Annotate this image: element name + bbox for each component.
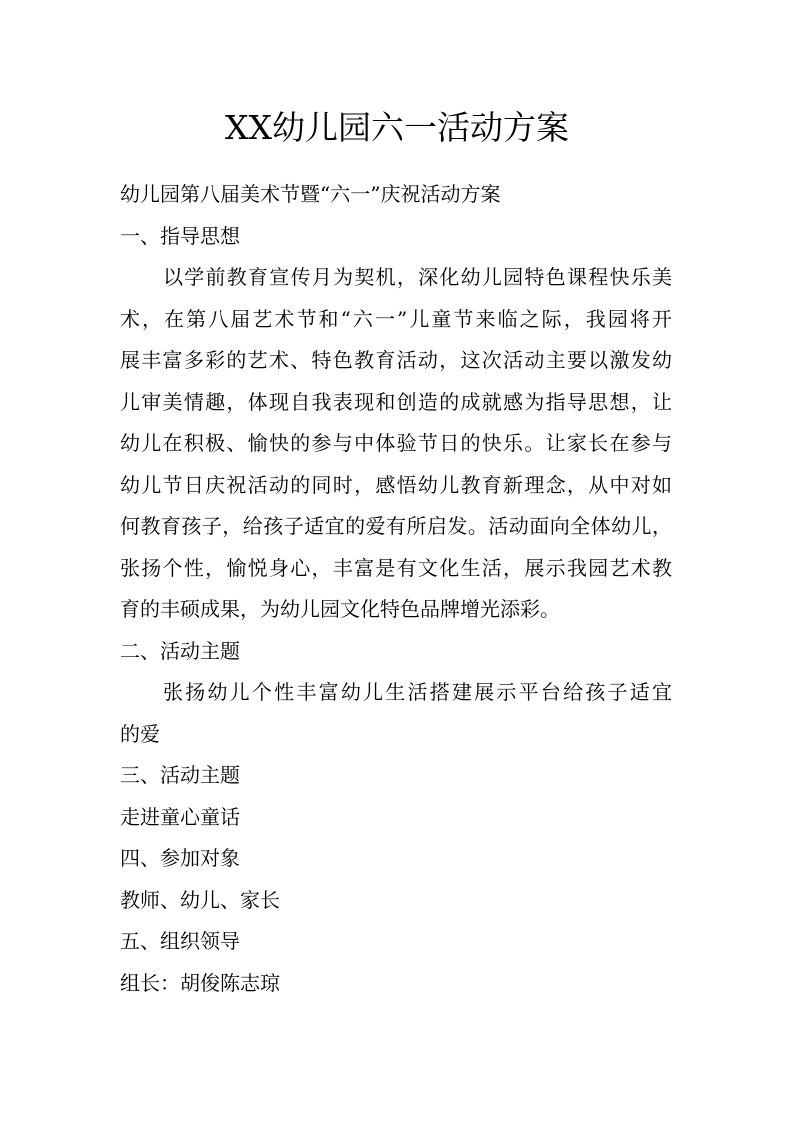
document-subtitle: 幼儿园第八届美术节暨“六一”庆祝活动方案 xyxy=(120,182,501,206)
paragraph-line: 展丰富多彩的艺术、特色教育活动，这次活动主要以激发幼 xyxy=(120,348,672,372)
section-heading-guiding-ideology: 一、指导思想 xyxy=(120,223,240,248)
paragraph-line: 术，在第八届艺术节和“六一”儿童节来临之际，我园将开 xyxy=(120,306,672,331)
document-title: XX幼儿园六一活动方案 xyxy=(225,108,569,147)
document-body xyxy=(120,174,672,1004)
section-heading-participants: 四、参加对象 xyxy=(120,846,240,870)
paragraph-line: 何教育孩子，给孩子适宜的爱有所启发。活动面向全体幼儿， xyxy=(120,514,672,538)
section-text-team-leader: 组长：胡俊陈志琼 xyxy=(120,970,280,995)
section-text-participants: 教师、幼儿、家长 xyxy=(120,887,280,912)
paragraph-line: 张扬个性，愉悦身心，丰富是有文化生活，展示我园艺术教 xyxy=(120,555,672,580)
section-heading-activity-theme-2: 三、活动主题 xyxy=(120,763,240,787)
paragraph-line: 幼儿在积极、愉快的参与中体验节日的快乐。让家长在参与 xyxy=(120,431,672,455)
paragraph-line: 张扬幼儿个性丰富幼儿生活搭建展示平台给孩子适宜 xyxy=(163,680,672,704)
paragraph-line: 以学前教育宣传月为契机，深化幼儿园特色课程快乐美 xyxy=(163,265,672,289)
section-heading-activity-theme: 二、活动主题 xyxy=(120,638,240,663)
paragraph-line: 的爱 xyxy=(120,721,160,746)
paragraph-line: 育的丰硕成果，为幼儿园文化特色品牌增光添彩。 xyxy=(120,597,560,621)
paragraph-line: 幼儿节日庆祝活动的同时，感悟幼儿教育新理念，从中对如 xyxy=(120,472,672,497)
section-heading-organization: 五、组织领导 xyxy=(120,929,240,953)
paragraph-line: 儿审美情趣，体现自我表现和创造的成就感为指导思想，让 xyxy=(120,389,672,414)
section-text-theme: 走进童心童话 xyxy=(120,804,240,829)
